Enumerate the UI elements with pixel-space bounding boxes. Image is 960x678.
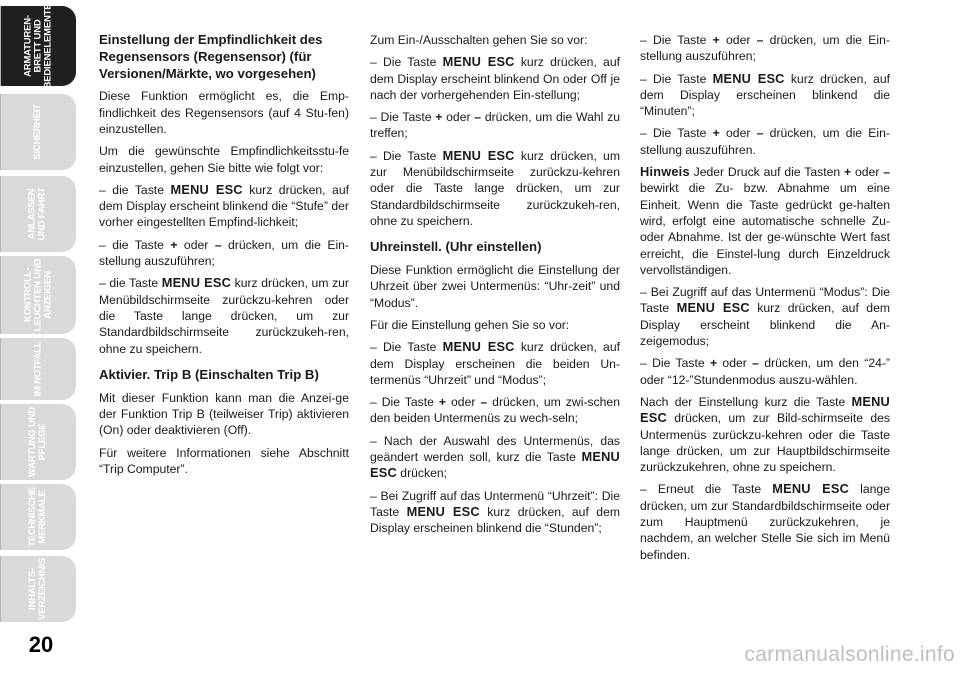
text: – Erneut die Taste [640, 482, 773, 497]
text: kurz drücken, auf dem Display erscheint blinkend die An-zeigemodus; [640, 301, 891, 349]
chapter-tab-technische-merkmale[interactable] [0, 484, 76, 550]
key-label: MENU ESC [370, 449, 620, 481]
paragraph [99, 275, 349, 356]
chapter-sidebar [0, 0, 80, 678]
paragraph [370, 148, 620, 229]
chapter-tab-anlassen[interactable] [0, 176, 76, 252]
text: drücken, um die Ein-stellung auszuführen. [640, 126, 890, 157]
plus-key-label: + [712, 126, 720, 141]
chapter-tab-inhaltsverzeichnis[interactable] [0, 556, 76, 622]
text: oder [446, 395, 481, 410]
text: oder [851, 165, 884, 180]
chapter-tab-label: IM NOTFALL [32, 341, 43, 397]
text: – Die Taste [370, 395, 439, 410]
paragraph: Diese Funktion ermöglicht es, die Emp-findlichkeit des Regensensors (auf 4 Stu-fen) einzustellen. [99, 89, 349, 136]
minus-key-label: – [752, 356, 759, 371]
text: oder [442, 110, 475, 125]
paragraph [640, 481, 890, 562]
minus-key-label: – [214, 237, 222, 252]
paragraph [640, 355, 890, 388]
chapter-tab-label: KONTROLL- LEUCHTEN UND ANZEIGEN [21, 258, 53, 332]
chapter-tab-label: WARTUNG UND PFLEGE [26, 406, 48, 478]
chapter-tab-label: TECHNISCHE MERKMALE [26, 487, 48, 547]
paragraph: Um die gewünschte Empfindlichkeitsstu-fe einzustellen, gehen Sie bitte wie folgt vor: [99, 144, 349, 175]
text: – Die Taste [640, 126, 713, 141]
minus-key-label: – [756, 126, 764, 141]
text: Nach der Einstellung kurz die Taste [640, 394, 852, 409]
key-label: MENU ESC [161, 275, 232, 291]
text: drücken, um die Wahl zu treffen; [370, 110, 620, 141]
plus-key-label: + [438, 395, 447, 410]
chapter-tab-label: ARMATUREN- BRETT UND BEDIENELEMENTE [22, 3, 54, 89]
paragraph [370, 339, 620, 388]
text: Jeder Druck auf die Tasten [689, 165, 845, 180]
paragraph [640, 71, 890, 120]
text: – Die Taste [370, 110, 436, 125]
paragraph [640, 284, 890, 349]
text: oder [717, 356, 753, 371]
chapter-tab-label: SICHERHEIT [31, 104, 43, 160]
key-label: MENU ESC [640, 393, 890, 426]
text: drücken, um zwi-schen den beiden Untermenüs zu wech-seln; [370, 395, 620, 426]
chapter-tab-label: ANLASSEN UND FAHRT [27, 187, 48, 241]
text: drücken, um den “24-” oder “12-”Stundenmodus auszu-wählen. [640, 356, 890, 387]
plus-key-label: + [844, 165, 852, 180]
text: drücken, um die Ein-stellung auszuführen; [640, 33, 890, 64]
paragraph: Diese Funktion ermöglicht die Einstellung der Uhrzeit über zwei Untermenüs: “Uhr-zeit” und “Modus”. [370, 263, 620, 310]
key-label: MENU ESC [712, 70, 785, 86]
paragraph: Mit dieser Funktion kann man die Anzei-ge der Funktion Trip B (teilweiser Trip) aktivieren (On) oder deaktivieren (Off). [99, 390, 349, 438]
text: – die Taste [99, 276, 162, 291]
text: lange drücken, um zur Standardbildschirmseite oder zum Hauptmenü zurückzukehren, je nachdem, an welcher Stelle Sie sich im Menü befinden. [640, 482, 890, 562]
paragraph: Für weitere Informationen siehe Abschnitt “Trip Computer”. [99, 445, 349, 476]
key-label: MENU ESC [442, 54, 515, 70]
minus-key-label: – [883, 165, 890, 180]
chapter-tab-notfall[interactable] [0, 338, 76, 400]
paragraph [370, 433, 620, 482]
key-label: MENU ESC [442, 147, 515, 163]
paragraph [99, 237, 349, 270]
text: – Bei Zugriff auf das Untermenü “Modus”: Die Taste [640, 285, 890, 316]
section-heading-trip-b: Aktivier. Trip B (Einschalten Trip B) [99, 366, 319, 382]
paragraph: Zum Ein-/Ausschalten gehen Sie so vor: [370, 33, 588, 47]
text: kurz drücken, auf dem Display erscheinen blinkend die “Stunden”; [370, 504, 621, 536]
text: oder [719, 126, 757, 141]
chapter-tab-sicherheit[interactable] [0, 94, 76, 170]
text: kurz drücken, auf dem Display erscheinen blinkend die “Minuten”; [640, 71, 890, 119]
text: – die Taste [99, 237, 171, 252]
key-label: MENU ESC [170, 181, 243, 197]
text: drücken; [396, 466, 448, 481]
text-column-2 [370, 32, 620, 543]
text: kurz drücken, auf dem Display erscheint blinkend die “Stufe” der vorher eingestellten Empfind-lichkeit; [99, 182, 350, 230]
paragraph [640, 394, 890, 475]
text: kurz drücken, auf dem Display erscheinen die beiden Un-termenüs “Uhrzeit” und “Modus”; [370, 340, 620, 387]
paragraph [640, 164, 890, 278]
text: oder [177, 237, 215, 252]
note-label: Hinweis [640, 164, 690, 180]
text: kurz drücken, um zur Menübildschirmseite zurückzu-kehren oder die Taste lange drücken, um zur Standardbildschirmseite zurückzukeh-ren, ohne zu speichern. [99, 276, 349, 356]
key-label: MENU ESC [442, 339, 515, 355]
text: – Die Taste [370, 340, 443, 355]
text: drücken, um zur Bild-schirmseite des Untermenüs zurückzu-kehren oder die Taste lange drücken, um zur Hauptbildschirmseite zurückzukehren, ohne zu speichern. [640, 411, 890, 475]
plus-key-label: + [712, 33, 720, 47]
paragraph [370, 394, 620, 427]
section-heading-rain-sensor: Einstellung der Empfindlichkeit des Regensensors (Regensensor) (für Versionen/Märkte, wo vorgesehen) [99, 32, 323, 81]
text: – Die Taste [370, 148, 443, 163]
text-column-3 [640, 32, 890, 569]
chapter-tab-label: INHALTS- VERZEICHNIS [26, 558, 48, 620]
minus-key-label: – [480, 395, 488, 410]
chapter-tab-armaturenbrett[interactable] [0, 3, 76, 89]
text: kurz drücken, um zur Menübildschirmseite zurückzu-kehren oder die Taste lange drücken, um zur Standardbildschirmseite zurückzukeh-ren, ohne zu speichern. [370, 148, 620, 228]
key-label: MENU ESC [676, 300, 750, 316]
paragraph [640, 125, 890, 158]
section-heading-clock: Uhreinstell. (Uhr einstellen) [370, 239, 542, 255]
plus-key-label: + [170, 237, 178, 252]
paragraph: Für die Einstellung gehen Sie so vor: [370, 317, 570, 332]
text: – Die Taste [640, 33, 713, 47]
text: – Die Taste [640, 356, 710, 371]
plus-key-label: + [435, 110, 443, 125]
paragraph [640, 32, 890, 65]
plus-key-label: + [709, 356, 718, 371]
minus-key-label: – [756, 33, 764, 47]
text: – Bei Zugriff auf das Untermenü “Uhrzeit”: Die Taste [370, 488, 620, 519]
text: oder [719, 33, 757, 47]
text: – die Taste [99, 182, 171, 197]
text: – Nach der Auswahl des Untermenüs, das geändert werden soll, kurz die Taste [370, 433, 620, 465]
text: – Die Taste [370, 55, 443, 70]
paragraph [370, 54, 620, 103]
chapter-tab-kontrollleuchten[interactable] [0, 256, 76, 334]
text: bewirkt die Zu- bzw. Abnahme um eine Einheit. Wenn die Taste gedrückt ge-halten wird, erfolgt eine automatische schnelle Zu- oder Abnahme. Ist der ge-wünschte Wert fast erreicht, die Einstel-lung durch Einzeldruck vervollständigen. [640, 181, 890, 277]
key-label: MENU ESC [772, 481, 850, 497]
minus-key-label: – [474, 110, 482, 125]
text: – Die Taste [640, 71, 713, 86]
paragraph [370, 109, 620, 142]
text-column-1 [99, 32, 349, 483]
text: drücken, um die Ein-stellung auszuführen; [99, 237, 349, 269]
paragraph [99, 182, 349, 231]
chapter-tab-wartung[interactable] [0, 404, 76, 480]
watermark: carmanualsonline.info [744, 643, 955, 666]
key-label: MENU ESC [406, 503, 480, 519]
paragraph [370, 488, 620, 537]
page-number: 20 [28, 632, 54, 657]
text: kurz drücken, auf dem Display erscheint blinkend On oder Off je nach der vorhergehenden Ein-stellung; [370, 55, 620, 102]
